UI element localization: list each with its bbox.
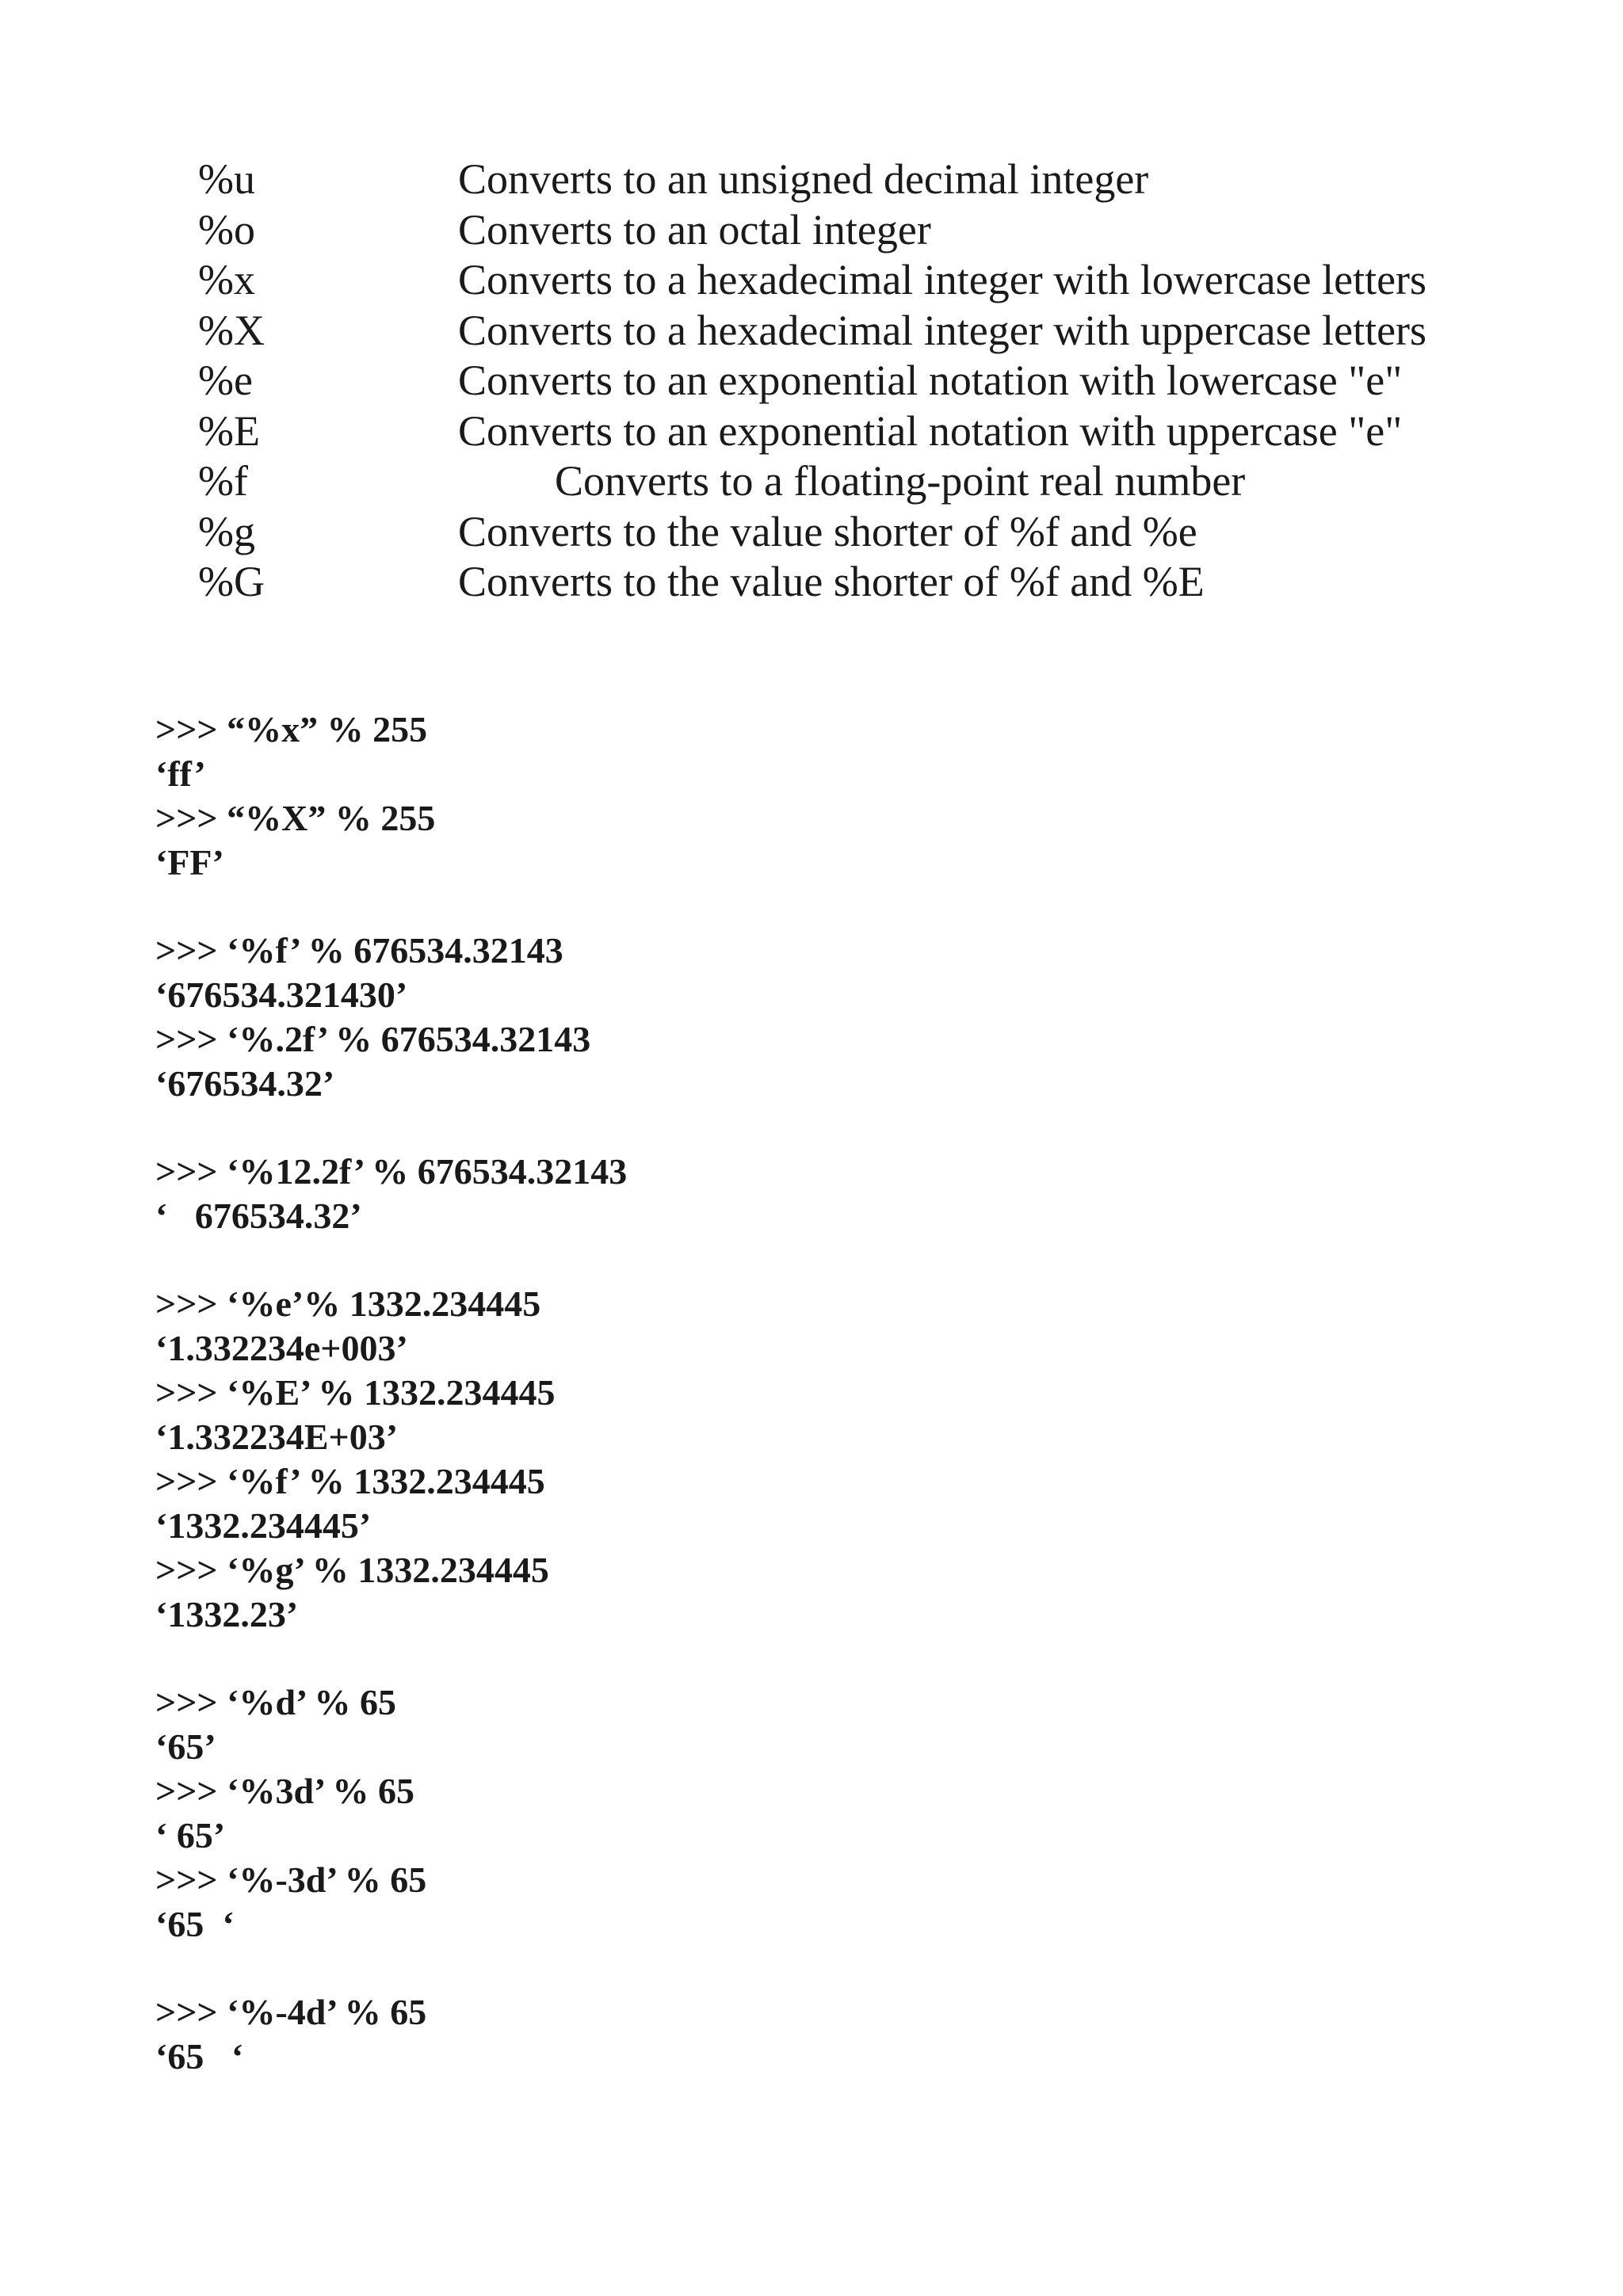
format-code: %e (198, 357, 253, 404)
format-row-e (198, 356, 1545, 406)
format-description: Converts to the value shorter of %f and %E (458, 558, 1205, 605)
format-row-G (198, 557, 1545, 608)
format-description: Converts to an exponential notation with uppercase "e" (458, 406, 1403, 455)
example-group-width (155, 1150, 1344, 1238)
code-line: ‘ff’ (155, 753, 206, 794)
format-code: %G (198, 558, 265, 605)
code-line: >>> ‘%e’% 1332.234445 (155, 1283, 541, 1324)
code-line: ‘676534.321430’ (155, 974, 408, 1015)
code-line: ‘1332.234445’ (155, 1505, 372, 1546)
format-code: %u (198, 155, 255, 203)
code-line: ‘1.332234e+003’ (155, 1328, 408, 1368)
format-row-X (198, 306, 1545, 357)
code-line: ‘ 676534.32’ (155, 1196, 362, 1236)
code-line: >>> “%x” % 255 (155, 709, 428, 749)
example-group-float (155, 929, 1344, 1106)
code-line: >>> ‘%-4d’ % 65 (155, 1992, 427, 2032)
format-description: Converts to a hexadecimal integer with lowercase letters (458, 256, 1427, 303)
code-line: ‘ 65’ (155, 1815, 226, 1855)
format-code: %x (198, 256, 255, 303)
code-line: ‘FF’ (155, 842, 224, 883)
format-code: %E (198, 406, 260, 455)
format-row-u (198, 154, 1545, 205)
format-specifier-table (198, 154, 1545, 608)
code-line: >>> ‘%E’ % 1332.234445 (155, 1372, 556, 1413)
code-line: ‘65’ (155, 1726, 216, 1767)
format-description: Converts to a floating-point real number (555, 457, 1246, 505)
format-row-g (198, 507, 1545, 558)
code-line: ‘1332.23’ (155, 1594, 299, 1634)
code-line: >>> ‘%d’ % 65 (155, 1682, 396, 1722)
format-code: %g (198, 507, 255, 555)
code-line: >>> “%X” % 255 (155, 798, 436, 838)
code-line: >>> ‘%3d’ % 65 (155, 1771, 414, 1811)
code-line: ‘65 ‘ (155, 2036, 244, 2077)
code-examples (155, 707, 1344, 2122)
code-line: >>> ‘%f’ % 1332.234445 (155, 1461, 545, 1501)
example-group-hex (155, 707, 1344, 885)
format-description: Converts to an octal integer (458, 205, 931, 254)
code-line: >>> ‘%g’ % 1332.234445 (155, 1550, 549, 1590)
format-code: %o (198, 205, 255, 254)
code-line: >>> ‘%.2f’ % 676534.32143 (155, 1019, 591, 1059)
format-description: Converts to the value shorter of %f and %e (458, 507, 1197, 555)
code-line: >>> ‘%f’ % 676534.32143 (155, 930, 563, 971)
format-row-x (198, 255, 1545, 306)
example-group-exponent (155, 1282, 1344, 1637)
format-row-o (198, 205, 1545, 256)
code-line: >>> ‘%12.2f’ % 676534.32143 (155, 1151, 628, 1192)
format-code: %X (198, 306, 265, 354)
code-line: ‘676534.32’ (155, 1063, 335, 1104)
format-description: Converts to an exponential notation with lowercase "e" (458, 357, 1403, 404)
example-group-integer (155, 1680, 1344, 1947)
format-description: Converts to a hexadecimal integer with uppercase letters (458, 306, 1427, 354)
example-group-left-align (155, 1990, 1344, 2079)
format-code: %f (198, 457, 248, 505)
code-line: ‘65 ‘ (155, 1904, 235, 1944)
format-description: Converts to an unsigned decimal integer (458, 155, 1149, 203)
code-line: ‘1.332234E+03’ (155, 1417, 399, 1457)
format-row-f (198, 456, 1545, 507)
code-line: >>> ‘%-3d’ % 65 (155, 1859, 427, 1900)
format-row-E (198, 406, 1545, 457)
